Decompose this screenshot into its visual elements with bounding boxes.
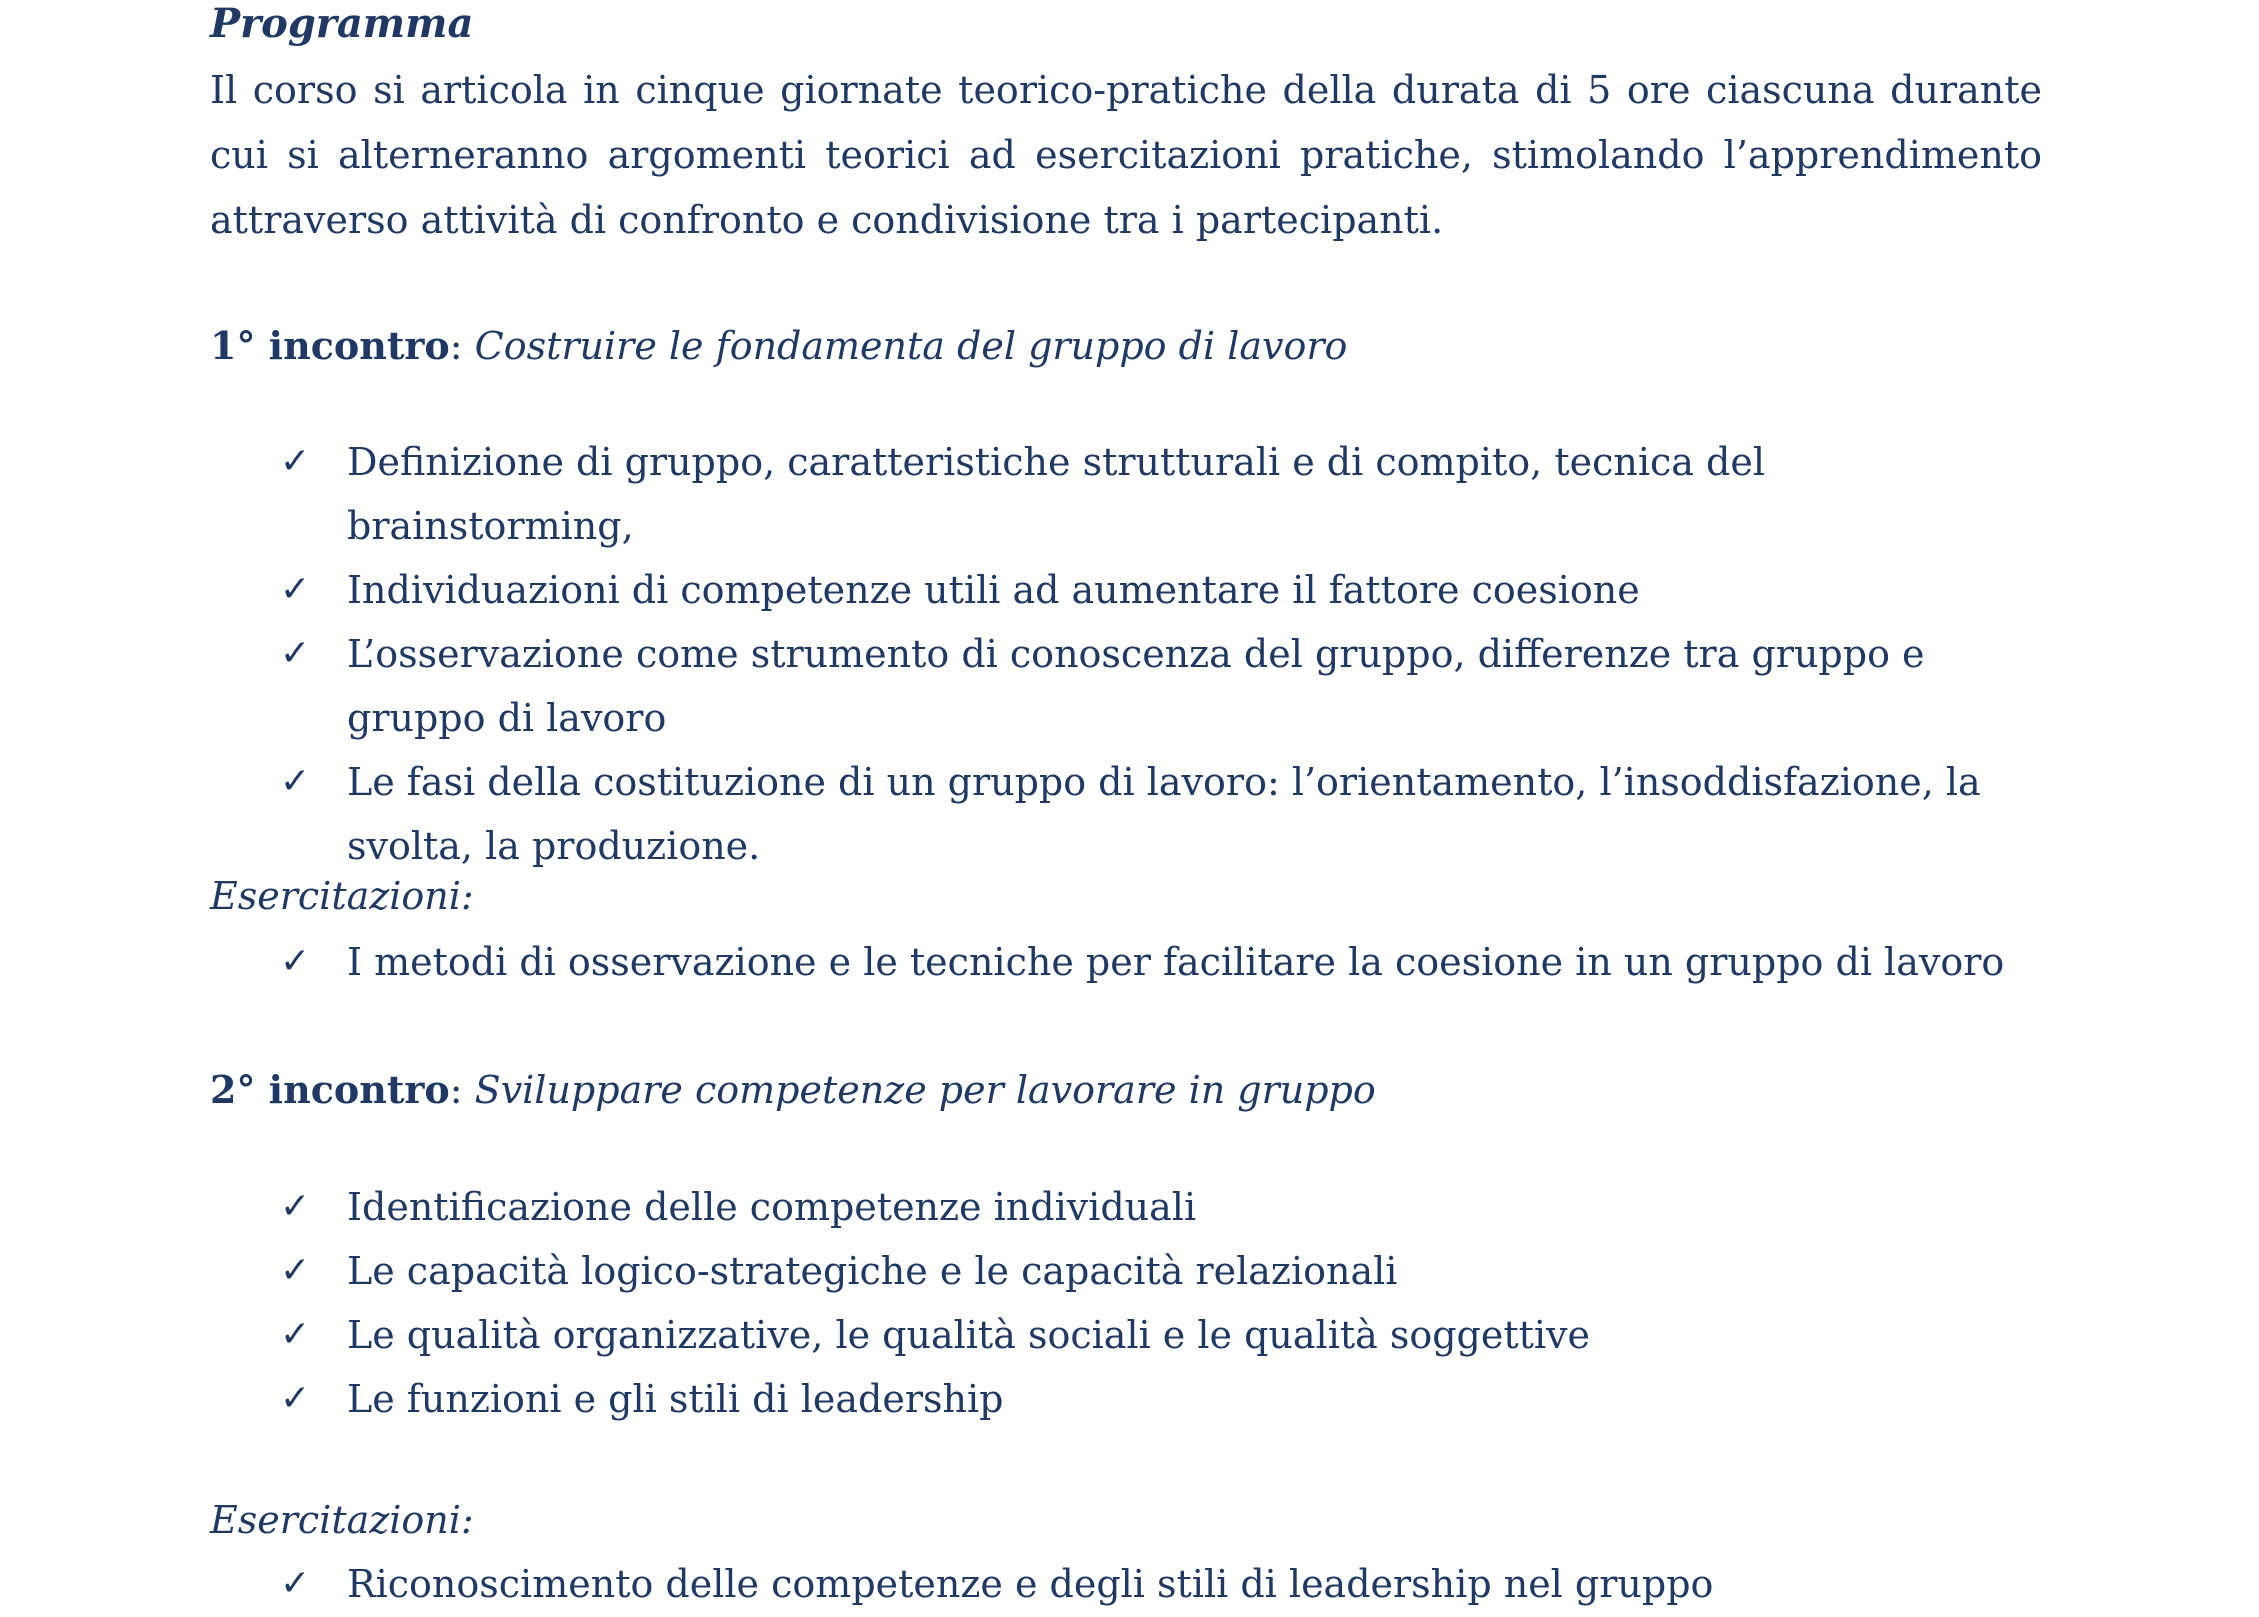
topics-list-2 bbox=[210, 1175, 2042, 1431]
section-heading-2 bbox=[210, 1066, 1376, 1114]
section-heading-1 bbox=[210, 322, 1347, 370]
list-item bbox=[210, 1303, 2042, 1367]
section-subtitle-1: Costruire le fondamenta del gruppo di lavoro bbox=[474, 324, 1348, 368]
check-icon: ✓ bbox=[280, 761, 311, 802]
list-item bbox=[210, 930, 2042, 994]
list-item-text: Riconoscimento delle competenze e degli stili di leadership nel gruppo bbox=[347, 1562, 1714, 1606]
list-item-text: Le funzioni e gli stili di leadership bbox=[347, 1377, 1004, 1421]
section-subtitle-2: Sviluppare competenze per lavorare in gruppo bbox=[474, 1068, 1376, 1112]
list-item-text: L’osservazione come strumento di conoscenza del gruppo, differenze tra gruppo e gruppo di lavoro bbox=[347, 632, 1925, 740]
list-item bbox=[210, 1175, 2042, 1239]
exercises-label-1: Esercitazioni: bbox=[210, 874, 474, 918]
list-item-text: Definizione di gruppo, caratteristiche strutturali e di compito, tecnica del brainstorming, bbox=[347, 440, 1765, 548]
document-title: Programma bbox=[210, 0, 474, 47]
exercises-list-2 bbox=[210, 1552, 2042, 1616]
list-item bbox=[210, 1367, 2042, 1431]
section-number-1: 1° incontro bbox=[210, 323, 450, 368]
list-item bbox=[210, 1239, 2042, 1303]
section-separator-1: : bbox=[449, 324, 475, 368]
list-item-text: Le capacità logico-strategiche e le capacità relazionali bbox=[347, 1249, 1398, 1293]
list-item-text: Individuazioni di competenze utili ad aumentare il fattore coesione bbox=[347, 568, 1640, 612]
list-item bbox=[210, 558, 2042, 622]
check-icon: ✓ bbox=[280, 1186, 311, 1227]
exercises-label-2: Esercitazioni: bbox=[210, 1498, 474, 1542]
check-icon: ✓ bbox=[280, 569, 311, 610]
check-icon: ✓ bbox=[280, 1250, 311, 1291]
check-icon: ✓ bbox=[280, 441, 311, 482]
list-item bbox=[210, 622, 2042, 750]
list-item bbox=[210, 430, 2042, 558]
check-icon: ✓ bbox=[280, 941, 311, 982]
exercises-list-1 bbox=[210, 930, 2042, 994]
topics-list-1 bbox=[210, 430, 2042, 878]
check-icon: ✓ bbox=[280, 1563, 311, 1604]
list-item bbox=[210, 750, 2042, 878]
list-item-text: Le qualità organizzative, le qualità sociali e le qualità soggettive bbox=[347, 1313, 1591, 1357]
check-icon: ✓ bbox=[280, 1314, 311, 1355]
intro-paragraph: Il corso si articola in cinque giornate teorico-pratiche della durata di 5 ore ciascuna durante cui si alterneranno argomenti teorici ad esercitazioni pratiche, stimolando l’apprendimento attraverso attività di confronto e condivisione tra i partecipanti. bbox=[210, 68, 2042, 242]
check-icon: ✓ bbox=[280, 1378, 311, 1419]
section-separator-2: : bbox=[449, 1068, 475, 1112]
section-number-2: 2° incontro bbox=[210, 1067, 450, 1112]
list-item-text: I metodi di osservazione e le tecniche per facilitare la coesione in un gruppo di lavoro bbox=[347, 940, 2005, 984]
list-item-text: Le fasi della costituzione di un gruppo di lavoro: l’orientamento, l’insoddisfazione, la svolta, la produzione. bbox=[347, 760, 1981, 868]
list-item-text: Identificazione delle competenze individuali bbox=[347, 1185, 1197, 1229]
list-item bbox=[210, 1552, 2042, 1616]
check-icon: ✓ bbox=[280, 633, 311, 674]
